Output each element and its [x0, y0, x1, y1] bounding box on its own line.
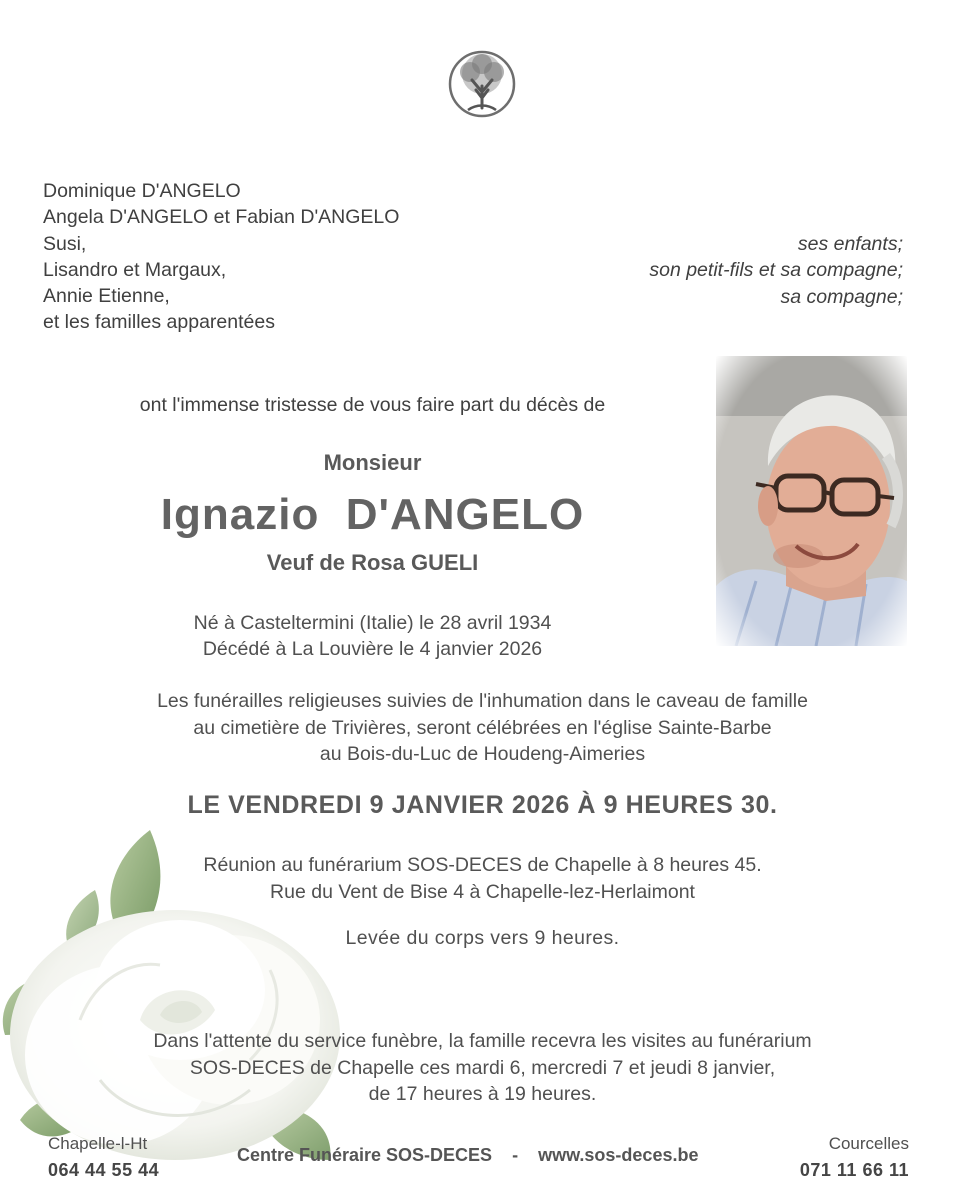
family-line: et les familles apparentées: [43, 311, 275, 334]
family-line: Susi,: [43, 232, 87, 255]
visit-line: Dans l'attente du service funèbre, la famille recevra les visites au funérarium: [153, 1030, 812, 1052]
funeral-line: au Bois-du-Luc de Houdeng-Aimeries: [319, 743, 646, 765]
relation-line: ses enfants;: [797, 233, 903, 255]
visit-line: SOS-DECES de Chapelle ces mardi 6, mercredi 7 et jeudi 8 janvier,: [189, 1056, 776, 1079]
widow-line: Veuf de Rosa GUELI: [266, 550, 479, 575]
visit-line: de 17 heures à 19 heures.: [368, 1083, 597, 1105]
family-names: [43, 178, 399, 336]
announcement-intro: ont l'immense tristesse de vous faire part du décès de: [139, 394, 606, 416]
family-relations: [649, 231, 903, 310]
tree-of-life-logo: [448, 48, 516, 120]
footer-left-city: Chapelle-l-Ht: [48, 1134, 148, 1153]
family-line: Lisandro et Margaux,: [43, 258, 227, 281]
family-line: Angela D'ANGELO et Fabian D'ANGELO: [43, 206, 400, 229]
family-line: Dominique D'ANGELO: [43, 180, 241, 202]
footer-right-phone: 071 11 66 11: [799, 1160, 909, 1180]
birth-death-dates: [0, 610, 745, 662]
levee-line: Levée du corps vers 9 heures.: [345, 927, 620, 949]
footer-left-phone: 064 44 55 44: [48, 1160, 160, 1180]
funeral-home-name: Centre Funéraire SOS-DECES: [237, 1145, 493, 1165]
address-line: Rue du Vent de Bise 4 à Chapelle-lez-Herlaimont: [270, 881, 695, 903]
footer-right-city: Courcelles: [828, 1134, 909, 1153]
funeral-line: Les funérailles religieuses suivies de l'inhumation dans le caveau de famille: [157, 690, 808, 712]
relation-line: son petit-fils et sa compagne;: [649, 259, 903, 282]
funeral-details: [0, 688, 965, 768]
website-link[interactable]: www.sos-deces.be: [538, 1145, 699, 1165]
funeral-date: LE VENDREDI 9 JANVIER 2026 À 9 HEURES 30.: [187, 791, 778, 819]
birth-line: Né à Casteltermini (Italie) le 28 avril 1934: [193, 612, 552, 634]
honorific-title: Monsieur: [323, 450, 422, 475]
relation-line: sa compagne;: [780, 285, 903, 308]
footer-center: [237, 1145, 698, 1166]
funeral-line: au cimetière de Trivières, seront célébrées en l'église Sainte-Barbe: [193, 716, 772, 739]
visitation-details: [0, 1028, 965, 1108]
reunion-line: Réunion au funérarium SOS-DECES de Chapelle à 8 heures 45.: [203, 854, 762, 876]
family-line: Annie Etienne,: [43, 285, 170, 308]
reunion-details: [0, 852, 965, 906]
death-line: Décédé à La Louvière le 4 janvier 2026: [202, 638, 543, 660]
footer-separator: -: [512, 1145, 519, 1165]
deceased-name: Ignazio D'ANGELO: [160, 490, 585, 539]
